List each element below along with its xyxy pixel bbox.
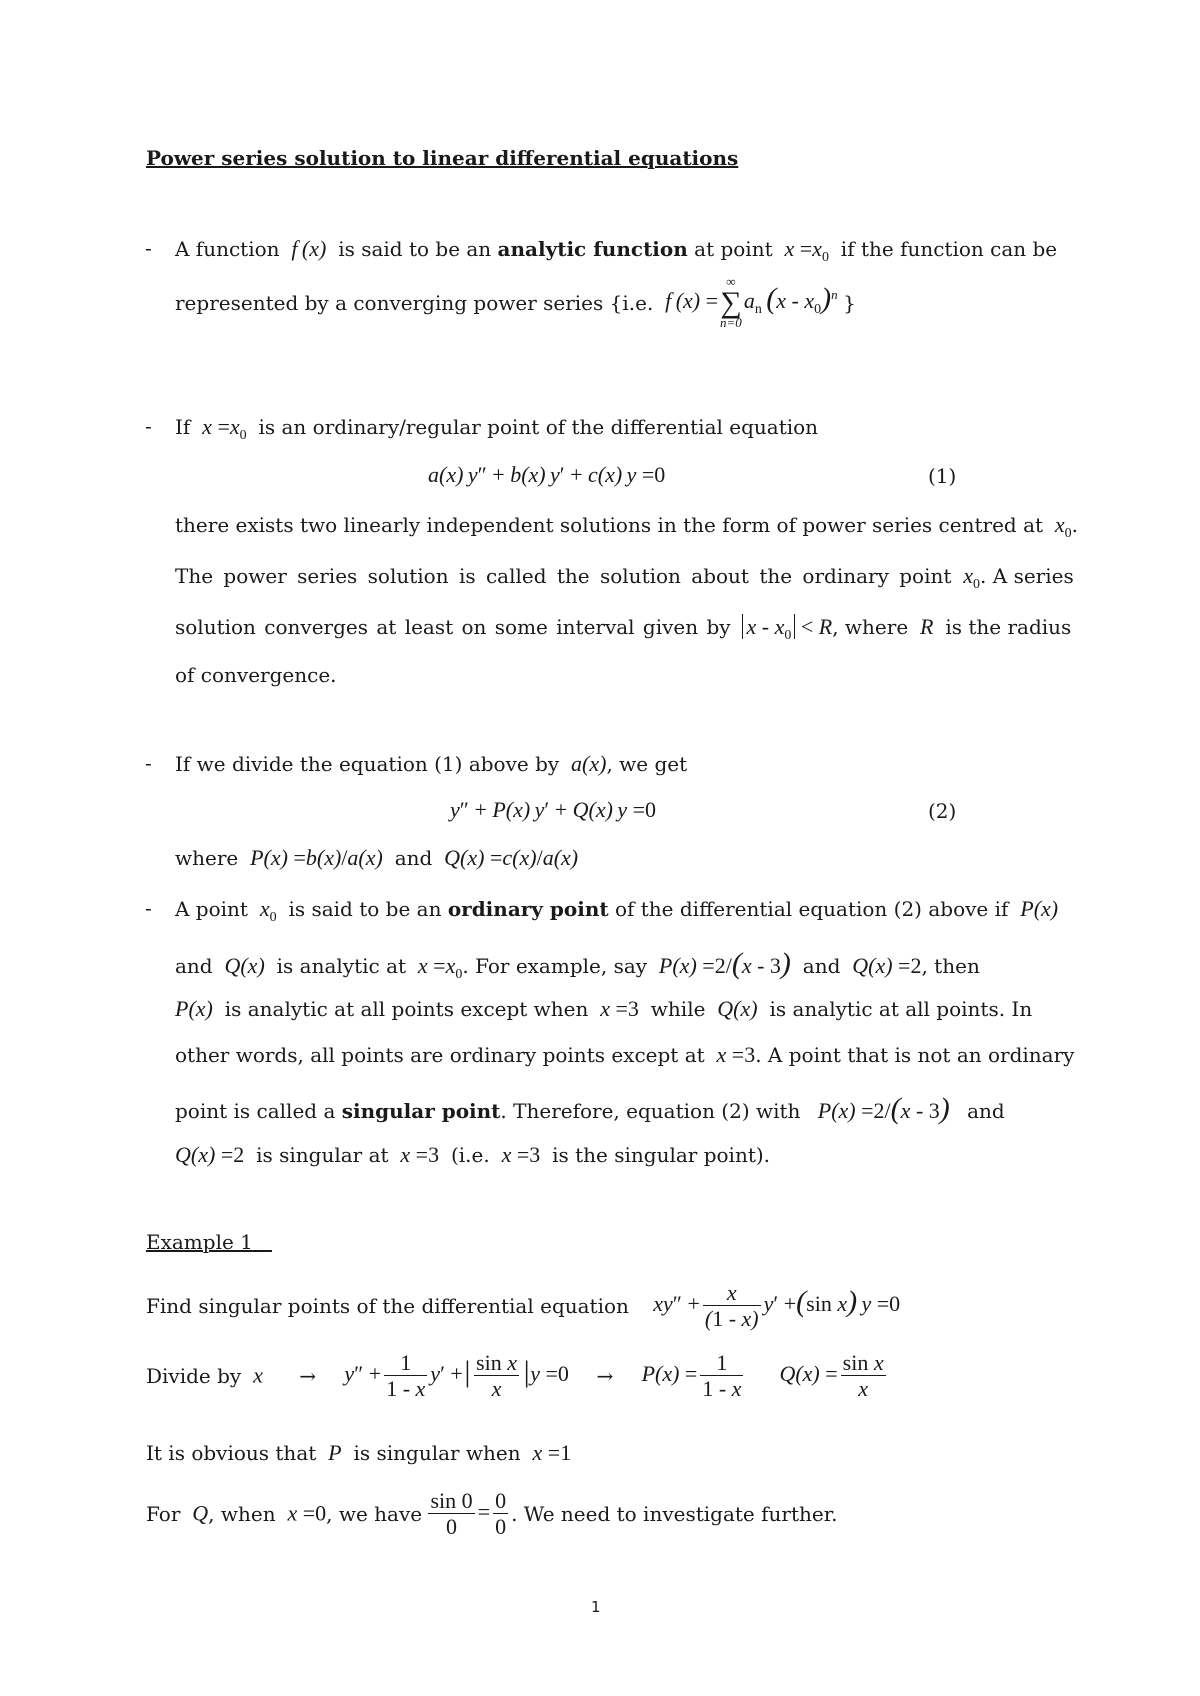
ordinary-point-line-3: there exists two linearly independent solutions in the form of power series centred at $x_0$. bbox=[175, 512, 1079, 541]
example-heading: Example 1 bbox=[146, 1230, 253, 1254]
sigma-symbol: ∞ ∑ n=0 bbox=[720, 274, 742, 331]
example-equation: xy″ + $\frac{x}{(1 - x)}$ y′ +(sin x) y =0 bbox=[653, 1280, 901, 1332]
divide-line-3: where P(x) =b(x)/a(x) and Q(x) =c(x)/a(x) bbox=[175, 845, 579, 870]
math-power-series: f (x) = ∞ ∑ n=0 $a_n$ $(x - x_0)^n$ bbox=[659, 274, 838, 331]
ordinary-def-line-4: other words, all points are ordinary points except at x =3. A point that is not an ordinary bbox=[175, 1042, 1075, 1067]
ordinary-def-line-5: point is called a singular point. Therefore, equation (2) with P(x) =2/(x - 3) and bbox=[175, 1092, 1005, 1125]
math-x-eq-x0: $x =x_0$ bbox=[778, 236, 829, 265]
analytic-definition-line-2: represented by a converging power series {i.e. f (x) = ∞ ∑ n=0 $a_n$ $(x - x_0)^n$ } bbox=[175, 274, 856, 331]
analytic-function-term: analytic function bbox=[497, 237, 688, 261]
ordinary-def-line-2: and Q(x) is analytic at $x =x_0$. For example, say P(x) =2/(x - 3) and Q(x) =2, then bbox=[175, 947, 980, 982]
equation-number-1: (1) bbox=[928, 464, 957, 488]
analytic-definition-line-1: A function f (x) is said to be an analytic function at point $x =x_0$ if the function can be bbox=[175, 236, 1058, 265]
equation-2: y″ + P(x) y′ + Q(x) y =0 bbox=[450, 797, 657, 822]
example-divide-step: Divide by x → y″ + $\frac{1}{1 - x}$ y′ +| $\frac{\text{sin x}}{x}$ |y =0 → P(x) = $\frac{1}{1 - x}$ Q(x) = $\frac{\text{sin x}}{x}$ bbox=[146, 1350, 884, 1402]
bullet-dash: - bbox=[145, 414, 152, 438]
page-number: 1 bbox=[591, 1598, 601, 1616]
math-fx: f (x) bbox=[285, 236, 332, 261]
example-obvious-line: It is obvious that P is singular when x =1 bbox=[146, 1440, 572, 1465]
divide-line-1: If we divide the equation (1) above by a(x), we get bbox=[175, 751, 688, 776]
ordinary-point-line-5: solution converges at least on some interval given by $x - x_0 < R$, where R is the radius bbox=[175, 614, 1072, 643]
ordinary-def-line-1: A point $x_0$ is said to be an ordinary point of the differential equation (2) above if P(x) bbox=[175, 896, 1059, 925]
bullet-dash: - bbox=[145, 751, 152, 775]
ordinary-point-line-4: The power series solution is called the solution about the ordinary point $x_0$. A series bbox=[175, 563, 1074, 592]
ordinary-point-term: ordinary point bbox=[447, 897, 609, 921]
ordinary-point-line-1: If $x =x_0$ is an ordinary/regular point of the differential equation bbox=[175, 414, 819, 443]
page-title: Power series solution to linear differential equations bbox=[146, 146, 739, 170]
example-investigate-line: For Q, when x =0, we have $\frac{\sin 0}{0}$ = $\frac{0}{0}$ . We need to investigate further. bbox=[146, 1488, 838, 1540]
singular-point-term: singular point bbox=[341, 1099, 501, 1123]
equation-number-2: (2) bbox=[928, 799, 957, 823]
ordinary-point-line-6: of convergence. bbox=[175, 663, 337, 687]
ordinary-def-line-6: Q(x) =2 is singular at x =3 (i.e. x =3 is the singular point). bbox=[175, 1142, 771, 1167]
equation-1: a(x) y″ + b(x) y′ + c(x) y =0 bbox=[428, 462, 666, 487]
ordinary-def-line-3: P(x) is analytic at all points except when x =3 while Q(x) is analytic at all points. In bbox=[175, 996, 1033, 1021]
bullet-dash: - bbox=[145, 236, 152, 260]
example-problem: Find singular points of the differential equation xy″ + $\frac{x}{(1 - x)}$ y′ +(sin x) y =0 bbox=[146, 1280, 901, 1332]
bullet-dash: - bbox=[145, 896, 152, 920]
